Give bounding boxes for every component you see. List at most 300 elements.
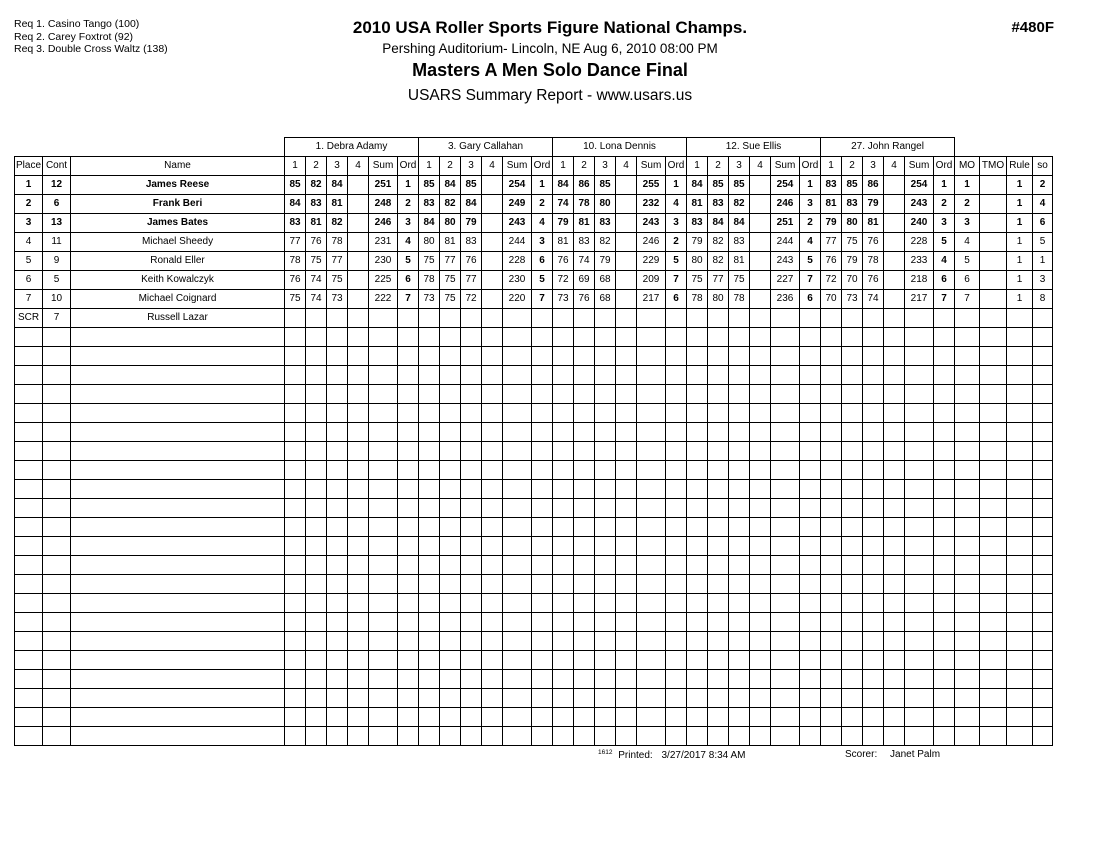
place-cell [15,385,43,404]
sum-cell [637,727,666,746]
score-cell [306,480,327,499]
score-cell [285,613,306,632]
score-cell [884,556,905,575]
score-cell [327,613,348,632]
ord-cell [934,499,955,518]
score-cell [348,651,369,670]
ord-cell [398,689,419,708]
score-cell [863,461,884,480]
score-cell [616,442,637,461]
score-cell [729,480,750,499]
sum-cell: 232 [637,195,666,214]
score-cell [440,328,461,347]
score-cell [708,651,729,670]
score-cell [750,518,771,537]
score-cell [419,575,440,594]
so-cell: 3 [1033,271,1053,290]
score-cell [708,309,729,328]
score-cell [729,423,750,442]
score-cell [821,518,842,537]
name-cell: Ronald Eller [71,252,285,271]
sum-cell [503,461,532,480]
sum-cell [503,537,532,556]
score-cell [595,537,616,556]
score-cell [482,271,503,290]
sum-cell [905,670,934,689]
score-cell [729,727,750,746]
score-cell: 72 [553,271,574,290]
score-cell [348,537,369,556]
column-header: Sum [369,157,398,176]
sum-cell: 254 [503,176,532,195]
sum-cell [637,613,666,632]
tmo-cell [980,252,1007,271]
sum-cell: 217 [905,290,934,309]
score-cell [440,594,461,613]
score-cell [553,385,574,404]
sum-cell [905,689,934,708]
score-cell [863,499,884,518]
sum-cell [503,480,532,499]
score-cell: 84 [440,176,461,195]
score-cell [482,252,503,271]
score-cell [842,556,863,575]
score-cell [687,328,708,347]
score-cell: 76 [863,233,884,252]
score-cell [327,347,348,366]
so-cell [1033,708,1053,727]
ord-cell: 1 [666,176,687,195]
place-cell: 3 [15,214,43,233]
sum-cell [369,309,398,328]
score-cell [574,632,595,651]
score-cell: 81 [729,252,750,271]
rule-cell [1007,423,1033,442]
score-cell [348,214,369,233]
score-cell [482,442,503,461]
score-cell: 81 [821,195,842,214]
sum-cell [905,518,934,537]
score-cell [884,328,905,347]
mo-cell [955,594,980,613]
score-cell [348,233,369,252]
name-cell: Russell Lazar [71,309,285,328]
score-cell [595,461,616,480]
score-cell [306,461,327,480]
score-cell [285,575,306,594]
tmo-cell [980,214,1007,233]
score-cell [595,632,616,651]
score-cell [884,727,905,746]
score-cell [285,499,306,518]
score-cell [884,442,905,461]
rule-cell: 1 [1007,252,1033,271]
score-cell [553,461,574,480]
ord-cell: 7 [398,290,419,309]
score-cell [863,708,884,727]
score-cell [574,423,595,442]
score-cell [327,309,348,328]
ord-cell [934,423,955,442]
ord-cell [532,670,553,689]
sum-cell [637,518,666,537]
sum-cell [503,347,532,366]
sum-cell [637,442,666,461]
ord-cell: 3 [532,233,553,252]
name-cell [71,537,285,556]
tmo-cell [980,195,1007,214]
ord-cell: 7 [532,290,553,309]
place-cell [15,708,43,727]
score-cell [306,689,327,708]
score-cell [574,594,595,613]
score-cell: 80 [419,233,440,252]
score-cell [327,651,348,670]
score-cell [708,499,729,518]
so-cell [1033,328,1053,347]
name-cell [71,670,285,689]
score-cell: 83 [842,195,863,214]
tmo-cell [980,176,1007,195]
sum-cell [637,651,666,670]
score-cell [595,404,616,423]
score-cell [348,632,369,651]
score-cell [285,480,306,499]
sum-cell [905,613,934,632]
score-cell [419,689,440,708]
score-cell [863,651,884,670]
score-cell: 75 [440,290,461,309]
sum-cell [771,347,800,366]
score-cell [842,613,863,632]
score-cell [842,385,863,404]
ord-cell [666,537,687,556]
ord-cell [398,670,419,689]
score-cell: 85 [729,176,750,195]
score-cell [687,632,708,651]
sum-cell [503,613,532,632]
column-header: 1 [553,157,574,176]
place-cell [15,404,43,423]
score-cell [616,252,637,271]
score-cell [595,518,616,537]
sum-cell [771,328,800,347]
venue-line: Pershing Auditorium- Lincoln, NE Aug 6, 2010 08:00 PM [382,41,718,56]
tmo-cell [980,537,1007,556]
score-cell [750,214,771,233]
ord-cell [800,404,821,423]
score-cell [461,328,482,347]
score-cell [616,366,637,385]
score-cell [750,309,771,328]
rule-cell [1007,442,1033,461]
tmo-cell [980,689,1007,708]
ord-cell [800,689,821,708]
mo-cell: 2 [955,195,980,214]
column-header: 4 [348,157,369,176]
score-cell [687,727,708,746]
score-cell [821,708,842,727]
score-cell [419,404,440,423]
name-cell [71,461,285,480]
ord-cell [666,423,687,442]
score-cell [461,708,482,727]
score-cell [461,366,482,385]
mo-cell [955,442,980,461]
score-cell [821,423,842,442]
score-cell [616,594,637,613]
score-cell [708,670,729,689]
ord-cell [532,575,553,594]
score-cell [616,651,637,670]
score-cell [348,195,369,214]
score-cell [863,442,884,461]
sum-cell: 230 [503,271,532,290]
score-cell [482,385,503,404]
score-cell [285,670,306,689]
score-cell [884,651,905,670]
sum-cell [369,537,398,556]
score-cell [750,537,771,556]
score-cell [616,195,637,214]
score-cell [750,290,771,309]
rule-cell [1007,632,1033,651]
score-cell [687,708,708,727]
score-cell [595,689,616,708]
score-cell: 75 [729,271,750,290]
score-cell [750,347,771,366]
score-cell [482,499,503,518]
ord-cell: 2 [532,195,553,214]
score-cell [729,613,750,632]
sum-cell: 246 [369,214,398,233]
sum-cell [369,385,398,404]
score-cell [419,708,440,727]
rule-cell [1007,651,1033,670]
score-cell [595,480,616,499]
ord-cell [800,594,821,613]
score-cell [884,233,905,252]
sum-cell [503,518,532,537]
tmo-cell [980,347,1007,366]
score-cell [616,499,637,518]
score-cell [482,328,503,347]
requirement-line: Req 3. Double Cross Waltz (138) [14,43,168,55]
score-cell [461,670,482,689]
so-cell [1033,347,1053,366]
score-cell [461,385,482,404]
score-cell [553,556,574,575]
name-cell: Michael Coignard [71,290,285,309]
score-cell: 76 [306,233,327,252]
rule-cell [1007,727,1033,746]
score-cell [348,575,369,594]
column-header: 1 [821,157,842,176]
score-cell [461,537,482,556]
score-cell [553,442,574,461]
score-cell [750,575,771,594]
so-cell [1033,651,1053,670]
score-cell [327,556,348,575]
score-cell: 85 [461,176,482,195]
name-cell [71,499,285,518]
score-cell [750,195,771,214]
score-cell: 75 [687,271,708,290]
score-cell [348,556,369,575]
rule-cell: 1 [1007,271,1033,290]
sum-cell [503,632,532,651]
score-cell [863,309,884,328]
score-cell: 76 [821,252,842,271]
score-cell: 81 [306,214,327,233]
rule-cell: 1 [1007,290,1033,309]
score-cell [708,594,729,613]
sum-cell: 227 [771,271,800,290]
score-cell [595,328,616,347]
cont-cell: 7 [43,309,71,328]
score-cell [440,632,461,651]
mo-cell [955,727,980,746]
score-cell: 77 [821,233,842,252]
ord-cell [800,328,821,347]
score-cell [574,556,595,575]
score-cell [842,727,863,746]
column-header: 3 [461,157,482,176]
name-cell [71,423,285,442]
score-cell [553,689,574,708]
ord-cell: 4 [934,252,955,271]
score-cell [440,461,461,480]
sum-cell: 248 [369,195,398,214]
name-cell [71,366,285,385]
judge-name-cell: 1. Debra Adamy [285,138,419,157]
sum-cell [503,594,532,613]
tmo-cell [980,328,1007,347]
name-cell [71,613,285,632]
score-cell [285,594,306,613]
score-cell [348,290,369,309]
cont-cell [43,518,71,537]
score-cell: 76 [574,290,595,309]
ord-cell [532,632,553,651]
sum-cell [637,480,666,499]
place-cell: 5 [15,252,43,271]
sum-cell [637,537,666,556]
ord-cell [800,708,821,727]
score-cell [863,385,884,404]
ord-cell [666,670,687,689]
so-cell [1033,385,1053,404]
score-cell [616,689,637,708]
sum-cell [503,309,532,328]
score-cell [553,594,574,613]
ord-cell: 5 [666,252,687,271]
score-cell [863,537,884,556]
score-cell [863,480,884,499]
cont-cell [43,556,71,575]
printed-label: Printed: [618,750,653,761]
score-cell [285,556,306,575]
score-cell: 79 [687,233,708,252]
so-cell: 4 [1033,195,1053,214]
score-cell [884,575,905,594]
score-cell [863,328,884,347]
so-cell [1033,404,1053,423]
score-cell [708,480,729,499]
score-cell [306,423,327,442]
score-cell [348,613,369,632]
score-cell [687,518,708,537]
ord-cell [398,727,419,746]
score-cell [419,309,440,328]
ord-cell [532,689,553,708]
sum-cell [369,651,398,670]
score-cell: 78 [574,195,595,214]
place-cell: SCR [15,309,43,328]
score-cell: 74 [553,195,574,214]
score-cell: 73 [553,290,574,309]
score-cell [842,689,863,708]
column-header: Rule [1007,157,1033,176]
ord-cell: 2 [398,195,419,214]
score-cell [461,727,482,746]
score-cell [616,708,637,727]
cont-cell [43,442,71,461]
score-cell [863,613,884,632]
score-cell [863,556,884,575]
rule-cell: 1 [1007,176,1033,195]
ord-cell [532,385,553,404]
rule-cell: 1 [1007,214,1033,233]
score-cell [821,328,842,347]
score-cell [729,461,750,480]
score-cell [348,271,369,290]
tmo-cell [980,575,1007,594]
score-cell [461,594,482,613]
score-cell [729,632,750,651]
sum-cell: 225 [369,271,398,290]
sum-cell: 243 [905,195,934,214]
score-cell [750,442,771,461]
score-cell [461,499,482,518]
ord-cell [666,518,687,537]
score-cell [842,328,863,347]
score-cell [884,499,905,518]
so-cell [1033,613,1053,632]
score-cell [884,537,905,556]
cont-cell [43,499,71,518]
score-cell [616,575,637,594]
judge-name-cell: 3. Gary Callahan [419,138,553,157]
score-cell [461,480,482,499]
score-cell [842,670,863,689]
ord-cell [398,309,419,328]
sum-cell: 243 [503,214,532,233]
ord-cell [666,689,687,708]
judge-name-cell: 10. Lona Dennis [553,138,687,157]
ord-cell [666,404,687,423]
score-cell [687,537,708,556]
score-cell [285,651,306,670]
cont-cell: 13 [43,214,71,233]
score-cell [884,366,905,385]
mo-cell [955,537,980,556]
event-title: Masters A Men Solo Dance Final [412,60,688,80]
score-cell [285,708,306,727]
sum-cell [637,708,666,727]
score-cell [419,461,440,480]
score-cell: 84 [708,214,729,233]
